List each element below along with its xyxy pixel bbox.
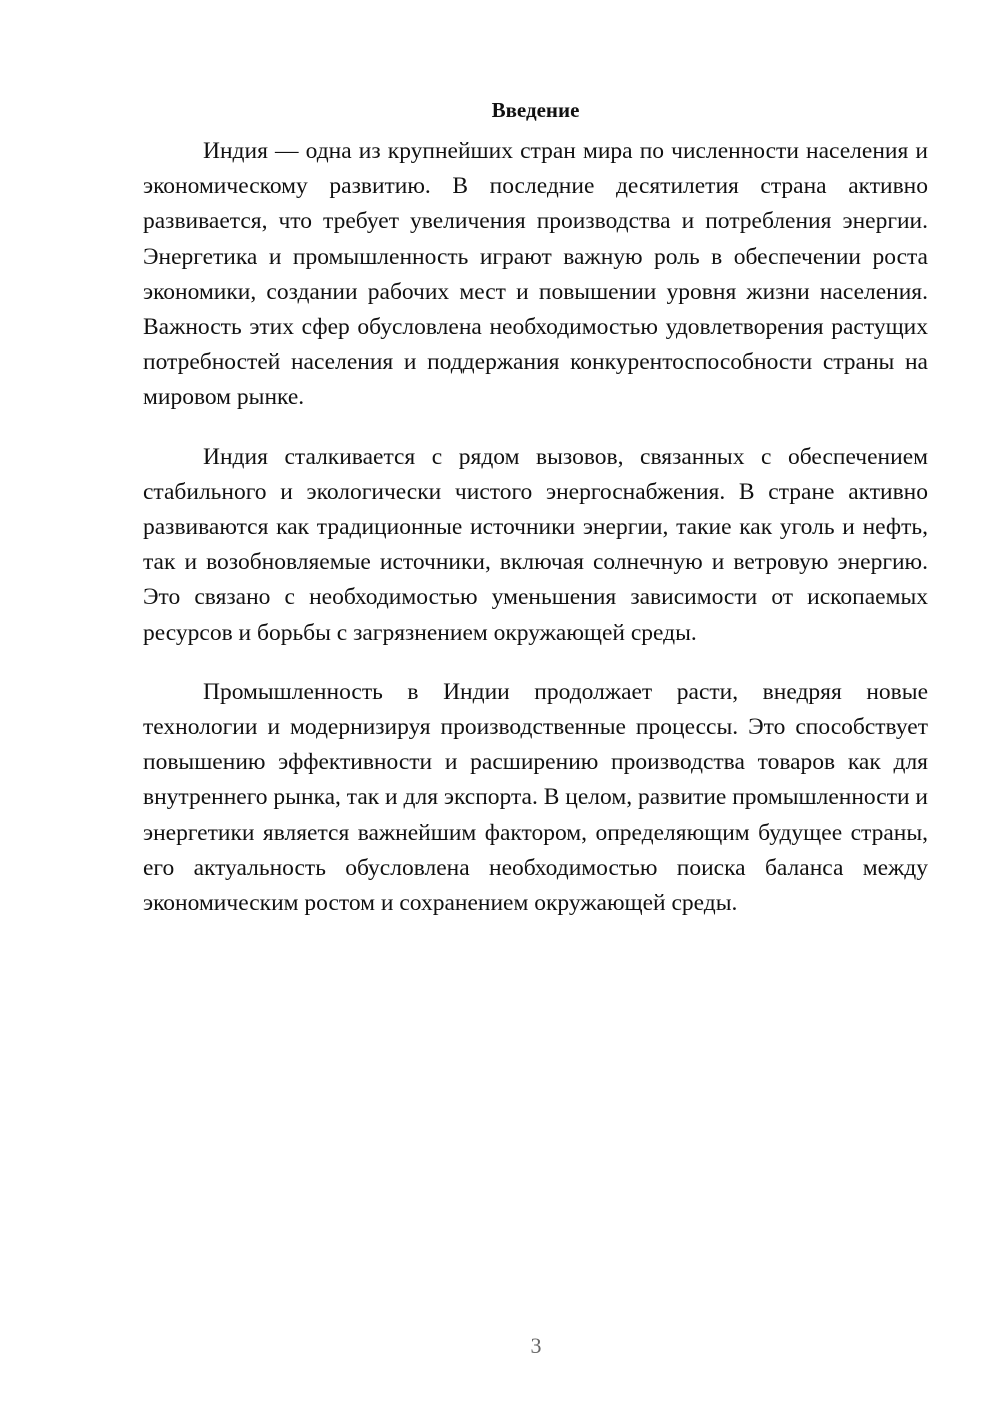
paragraph-2: Индия сталкивается с рядом вызовов, связанных с обеспечением стабильного и экологически чистого энергоснабжения. В стране активно развиваются как традиционные источники энергии, такие как уголь и нефть, так и возобновляемые источники, включая солнечную и ветровую энергию. Это связано с необходимостью уменьшения зависимости от ископаемых ресурсов и борьбы с загрязнением окружающей среды.	[143, 443, 928, 646]
paragraph-3: Промышленность в Индии продолжает расти, внедряя новые технологии и модернизируя производственные процессы. Это способствует повышению эффективности и расширению производства товаров как для внутреннего рынка, так и для экспорта. В целом, развитие промышленности и энергетики является важнейшим фактором, определяющим будущее страны, его актуальность обусловлена необходимостью поиска баланса между экономическим ростом и сохранением окружающей среды.	[143, 678, 928, 917]
section-heading: Введение	[491, 98, 580, 122]
page-content	[143, 92, 928, 945]
paragraph-1: Индия — одна из крупнейших стран мира по численности населения и экономическому развитию. В последние десятилетия страна активно развивается, что требует увеличения производства и потребления энергии. Энергетика и промышленность играют важную роль в обеспечении роста экономики, создании рабочих мест и повышении уровня жизни населения. Важность этих сфер обусловлена необходимостью удовлетворения растущих потребностей населения и поддержания конкурентоспособности страны на мировом рынке.	[143, 138, 928, 411]
page-number: 3	[530, 1333, 542, 1358]
